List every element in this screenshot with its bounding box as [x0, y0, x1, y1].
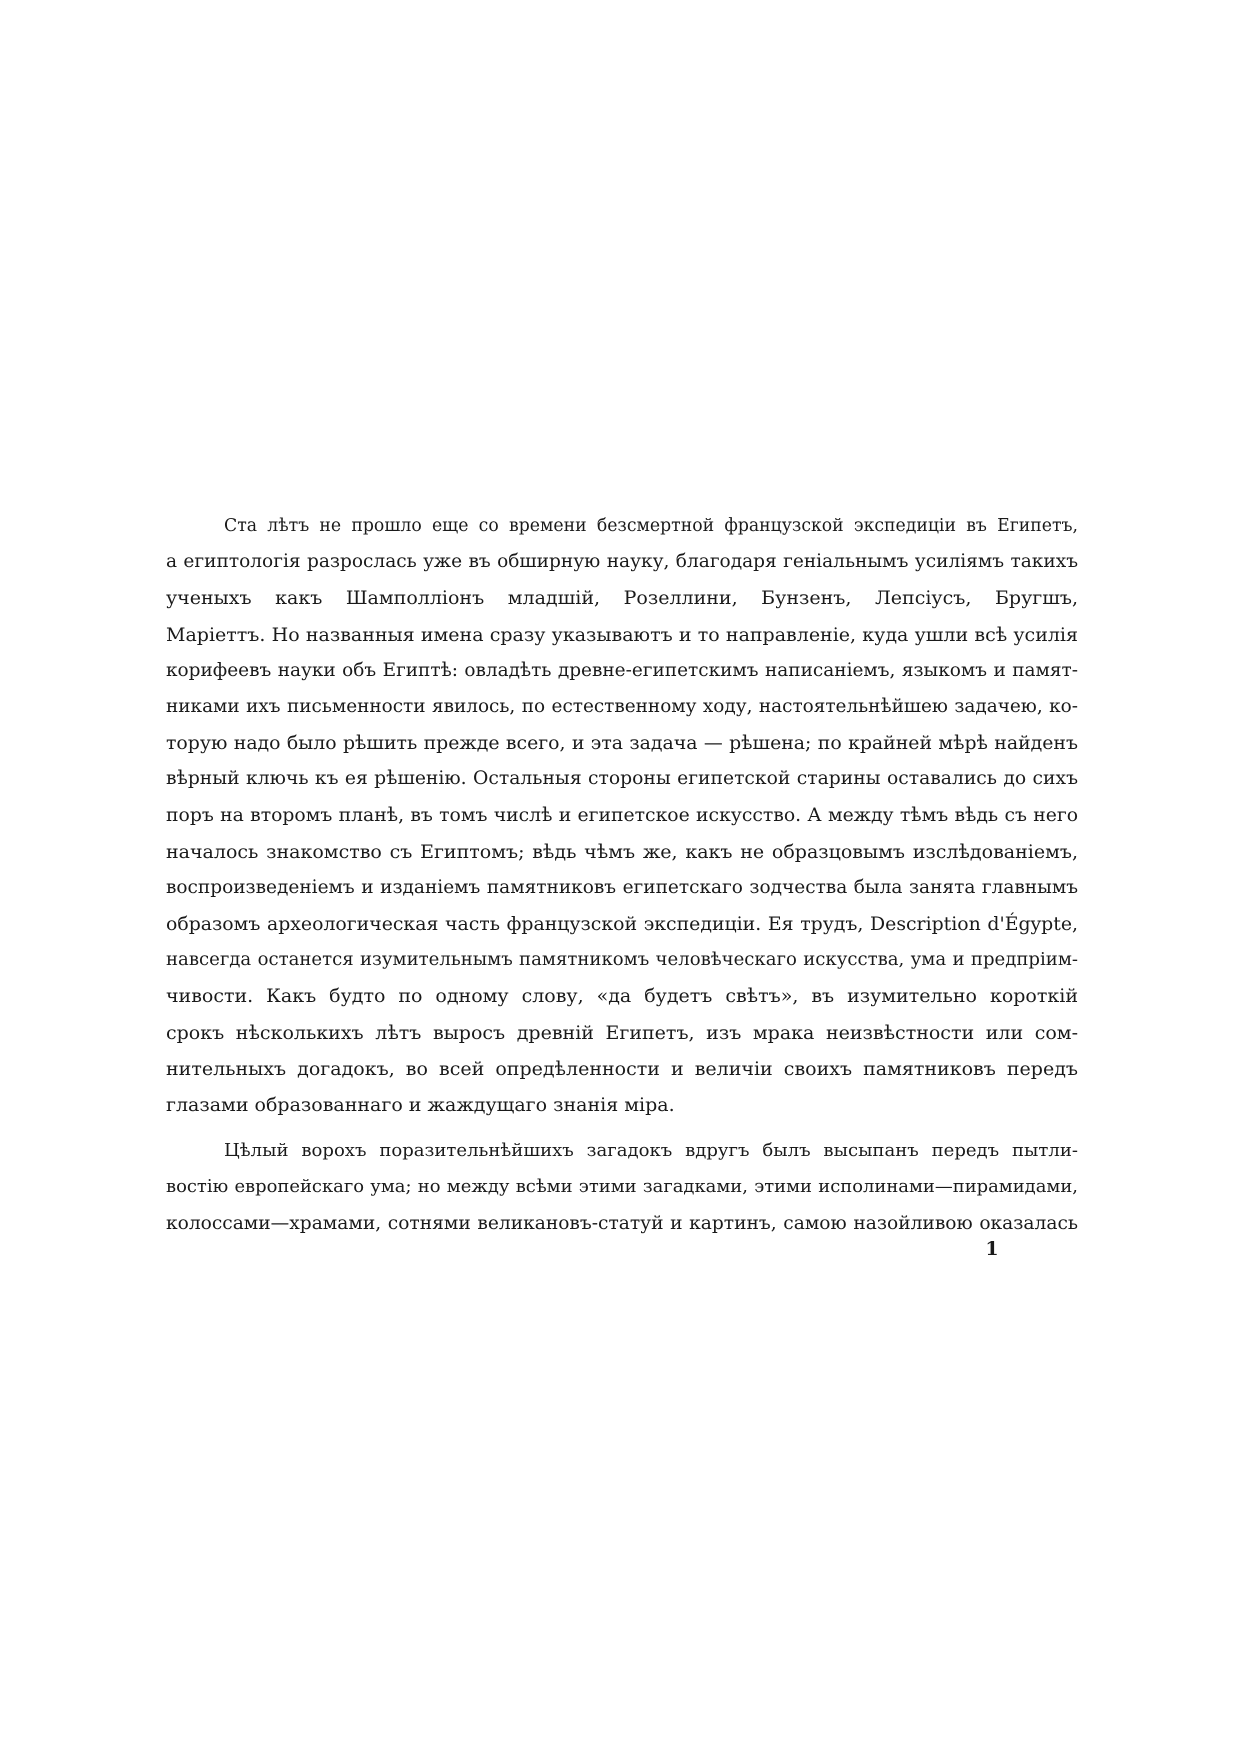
text-line: а египтологія разрослась уже въ обширную науку, благодаря геніальнымъ усиліямъ такихъ — [166, 551, 1078, 573]
text-line: востію европейскаго ума; но между всѣми этими загадками, этими исполинами—пирамидами, — [166, 1176, 1078, 1198]
text-line: Маріеттъ. Но названныя имена сразу указываютъ и то направленіе, куда ушли всѣ усилія — [166, 623, 1078, 646]
text-line: вѣрный ключь къ ея рѣшенію. Остальныя стороны египетской старины оставались до сихъ — [166, 768, 1078, 790]
page-number: 1 — [985, 1238, 999, 1260]
text-line: глазами образованнаго и жаждущаго знанія міра. — [166, 1094, 675, 1116]
text-line: началось знакомство съ Египтомъ; вѣдь чѣмъ же, какъ не образцовымъ изслѣдованіемъ, — [166, 840, 1078, 863]
paragraph-gap — [166, 1123, 1078, 1133]
text-line: колоссами—храмами, сотнями великановъ-статуй и картинъ, самою назойливою оказалась — [166, 1212, 1078, 1234]
text-line: Ста лѣтъ не прошло еще со времени безсмертной французской экспедиціи въ Египетъ, — [224, 516, 1078, 536]
text-line: Цѣлый ворохъ поразительнѣйшихъ загадокъ вдругъ былъ высыпанъ передъ пытли- — [224, 1140, 1078, 1162]
text-line: торую надо было рѣшить прежде всего, и эта задача — рѣшена; по крайней мѣрѣ найденъ — [166, 732, 1078, 755]
text-line: корифеевъ науки объ Египтѣ: овладѣть древне-египетскимъ написаніемъ, языкомъ и памят- — [166, 659, 1078, 681]
paragraph-2 — [166, 1133, 1078, 1242]
text-line: воспроизведеніемъ и изданіемъ памятниковъ египетскаго зодчества была занята главнымъ — [166, 876, 1078, 898]
paragraph-1 — [166, 508, 1078, 1123]
text-line: нительныхъ догадокъ, во всей опредѣленности и величіи своихъ памятниковъ передъ — [166, 1057, 1078, 1080]
text-line: никами ихъ письменности явилось, по естественному ходу, настоятельнѣйшею задачею, ко- — [166, 695, 1078, 717]
text-line: чивости. Какъ будто по одному слову, «да будетъ свѣтъ», въ изумительно короткій — [166, 985, 1078, 1008]
text-line: поръ на второмъ планѣ, въ томъ числѣ и египетское искусство. А между тѣмъ вѣдь съ него — [166, 804, 1078, 826]
text-line: образомъ археологическая часть французской экспедиціи. Ея трудъ, Description d'Égypte, — [166, 913, 1078, 936]
body-text — [166, 508, 1078, 1242]
text-line: ученыхъ какъ Шамполліонъ младшій, Розеллини, Бунзенъ, Лепсіусъ, Бругшъ, — [166, 587, 1078, 610]
text-line: навсегда останется изумительнымъ памятникомъ человѣческаго искусства, ума и предпріим- — [166, 949, 1078, 971]
text-line: срокъ нѣсколькихъ лѣтъ выросъ древній Египетъ, изъ мрака неизвѣстности или сом- — [166, 1021, 1078, 1044]
